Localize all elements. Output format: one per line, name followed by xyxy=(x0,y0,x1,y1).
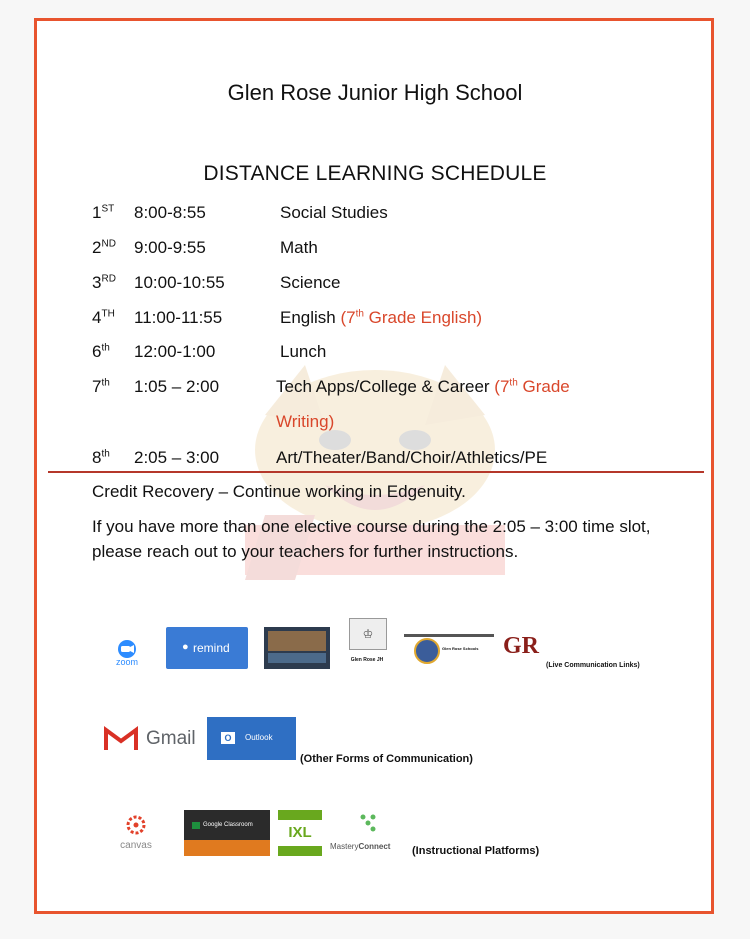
period-label: 3RD xyxy=(92,273,116,292)
mastery-connect-icon xyxy=(358,812,378,832)
canvas-icon xyxy=(125,814,147,836)
school-title: Glen Rose Junior High School xyxy=(227,80,523,105)
classroom-icon xyxy=(192,822,200,829)
period-subject: Lunch xyxy=(280,342,327,361)
remind-label: remind xyxy=(193,641,230,655)
gr-logo[interactable] xyxy=(503,633,543,667)
logo-bar xyxy=(404,634,494,637)
period-time: 12:00-1:00 xyxy=(134,342,216,361)
other-comm-caption: (Other Forms of Communication) xyxy=(300,753,473,765)
outlook-logo[interactable] xyxy=(207,717,296,760)
period-label: 6th xyxy=(92,342,110,361)
remind-icon: ● xyxy=(182,641,189,653)
zoom-logo[interactable] xyxy=(110,638,144,672)
grade-note: (7th Grade xyxy=(494,377,570,396)
period-label: 7th xyxy=(92,377,110,396)
classroom-label: Google Classroom xyxy=(203,822,253,828)
school-seal-icon xyxy=(414,638,440,664)
canvas-label: canvas xyxy=(120,840,152,851)
outlook-icon: O xyxy=(221,732,235,744)
mastery-connect-label: MasteryConnect xyxy=(330,842,391,851)
period-subject: Tech Apps/College & Career (7th Grade xyxy=(276,377,570,396)
mastery-connect-logo[interactable] xyxy=(330,812,410,856)
building-photo xyxy=(268,631,326,651)
live-links-caption: (Live Communication Links) xyxy=(546,662,640,669)
gr-monogram: GR xyxy=(503,633,539,659)
canvas-logo[interactable] xyxy=(114,812,158,856)
period-time: 10:00-10:55 xyxy=(134,273,225,292)
period-label: 1ST xyxy=(92,203,115,222)
elective-note: If you have more than one elective course during the 2:05 – 3:00 time slot, please reach out to your teachers for further instructions. xyxy=(92,517,651,561)
outlook-label: Outlook xyxy=(245,733,273,742)
period-time: 11:00-11:55 xyxy=(134,308,223,327)
period-subject: English (7th Grade English) xyxy=(280,308,483,327)
gr-jh-label: Glen Rose JH xyxy=(350,657,384,663)
period-time: 2:05 – 3:00 xyxy=(134,448,220,467)
period-time: 8:00-8:55 xyxy=(134,203,206,222)
campus-photo-logo[interactable] xyxy=(264,627,330,669)
period-subject: Art/Theater/Band/Choir/Athletics/PE xyxy=(276,448,548,467)
gmail-logo[interactable] xyxy=(104,722,204,756)
gmail-icon xyxy=(104,726,138,752)
ixl-bar-bottom xyxy=(278,846,322,856)
instructional-caption: (Instructional Platforms) xyxy=(412,845,540,857)
google-classroom-logo[interactable] xyxy=(184,810,270,856)
period-time: 1:05 – 2:00 xyxy=(134,377,220,396)
glen-rose-jh-logo[interactable] xyxy=(338,616,396,668)
schedule-title: DISTANCE LEARNING SCHEDULE xyxy=(203,162,547,185)
grade-note: (7th Grade English) xyxy=(340,308,483,327)
period-subject: Social Studies xyxy=(280,203,388,222)
period-label: 2ND xyxy=(92,238,116,257)
gmail-label: Gmail xyxy=(146,728,196,749)
ixl-bar-top xyxy=(278,810,322,820)
remind-logo[interactable] xyxy=(166,627,248,669)
photo-strip xyxy=(268,653,326,663)
period-label: 8th xyxy=(92,448,110,467)
ixl-label: IXL xyxy=(278,820,322,846)
period-subject: Science xyxy=(280,273,341,292)
gr-jh-crest-icon: ♔ xyxy=(349,618,387,650)
classroom-strip xyxy=(184,840,270,856)
section-divider xyxy=(48,471,704,473)
grade-note-line2: Writing) xyxy=(276,412,335,431)
period-subject: Math xyxy=(280,238,318,257)
glen-rose-schools-logo[interactable] xyxy=(404,630,494,664)
period-time: 9:00-9:55 xyxy=(134,238,206,257)
period-label: 4TH xyxy=(92,308,115,327)
ixl-logo[interactable] xyxy=(278,810,322,856)
credit-recovery-text: Credit Recovery – Continue working in Edgenuity. xyxy=(92,482,466,501)
zoom-label: zoom xyxy=(115,657,138,667)
gr-schools-label: Glen Rose Schools xyxy=(442,646,479,651)
